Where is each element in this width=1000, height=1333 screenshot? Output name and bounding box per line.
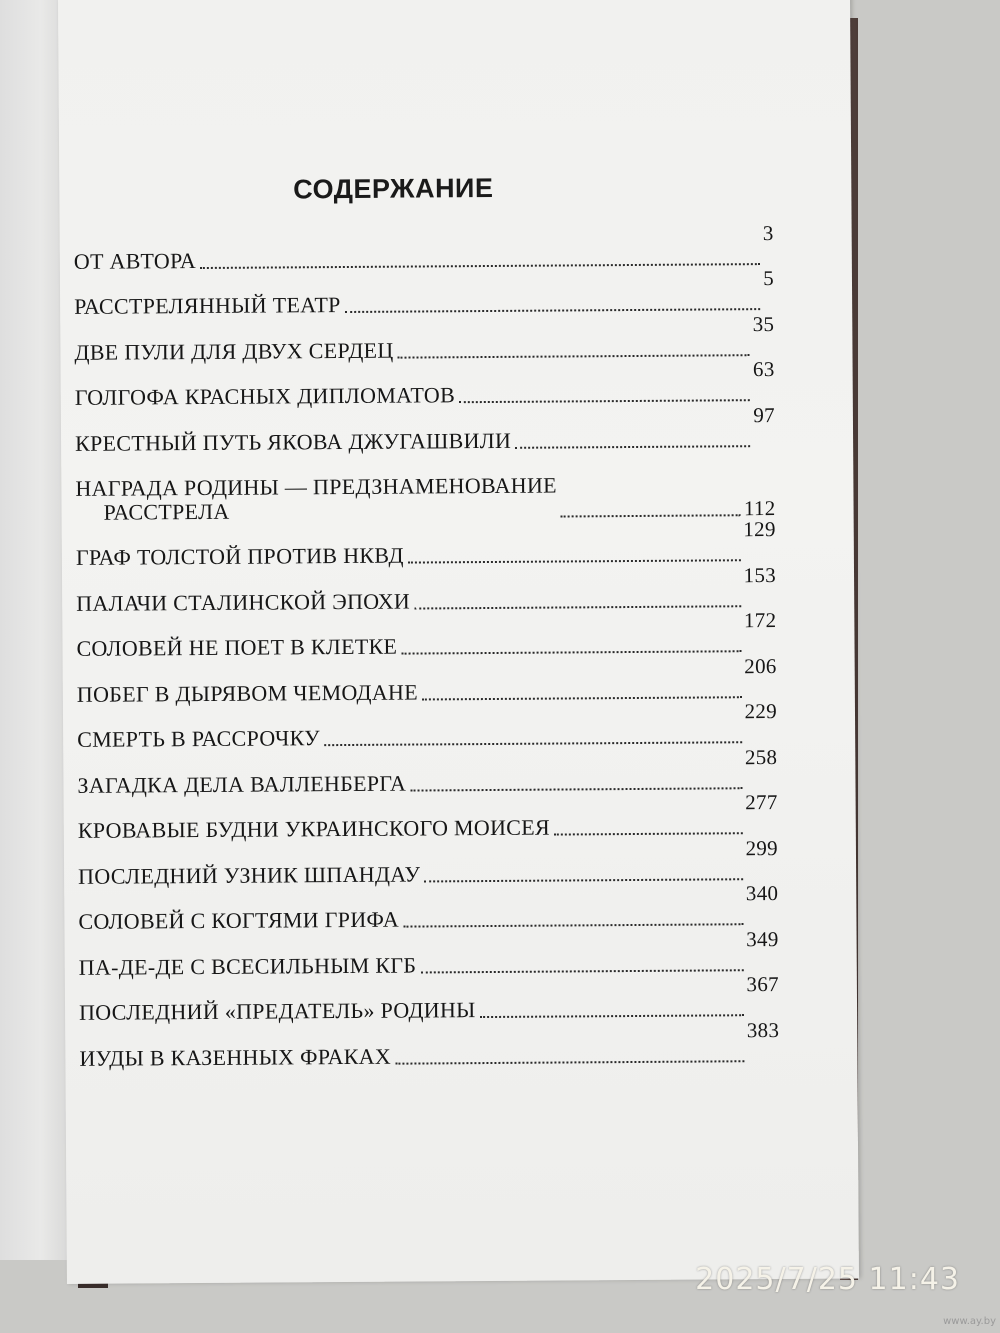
toc-entry-title: ОТ АВТОРА xyxy=(73,247,197,274)
toc-entry-title: ГРАФ ТОЛСТОЙ ПРОТИВ НКВД xyxy=(75,542,404,570)
toc-entry xyxy=(74,266,775,319)
toc-entry xyxy=(75,402,775,456)
dot-leader xyxy=(515,444,750,449)
toc-entry xyxy=(74,357,775,410)
toc-entry-page: 383 xyxy=(746,1017,780,1042)
toc-entry xyxy=(74,311,775,365)
dot-leader xyxy=(410,786,742,791)
toc-entry xyxy=(75,517,776,570)
toc-entry-title: СОЛОВЕЙ С КОГТЯМИ ГРИФА xyxy=(78,906,400,934)
toc-entry xyxy=(75,451,775,525)
dot-leader xyxy=(420,968,743,973)
toc-entry-page: 299 xyxy=(745,835,779,860)
dot-leader xyxy=(480,1013,744,1018)
page-title: СОДЕРЖАНИЕ xyxy=(293,172,494,205)
dot-leader xyxy=(398,353,750,358)
toc-entry-page: 206 xyxy=(744,653,777,678)
toc-entry-page: 97 xyxy=(753,402,775,427)
toc-entry-title-line2: РАССТРЕЛА xyxy=(103,498,230,525)
dot-leader xyxy=(345,307,761,313)
toc-entry-page: 258 xyxy=(744,744,778,769)
photo-timestamp: 2025/7/25 11:43 xyxy=(695,1262,960,1297)
toc-entry-title: СМЕРТЬ В РАССРОЧКУ xyxy=(77,725,321,752)
table-of-contents xyxy=(73,220,780,1071)
toc-entry-page: 35 xyxy=(752,311,775,336)
dot-leader xyxy=(422,695,742,700)
toc-entry-title: ГОЛГОФА КРАСНЫХ ДИПЛОМАТОВ xyxy=(74,382,456,410)
toc-entry xyxy=(78,971,779,1025)
toc-entry xyxy=(76,653,777,707)
toc-entry xyxy=(76,608,777,661)
dot-leader xyxy=(414,604,741,609)
toc-entry-title: ПОСЛЕДНИЙ УЗНИК ШПАНДАУ xyxy=(78,860,421,889)
dot-leader xyxy=(200,262,760,269)
toc-entry-page: 229 xyxy=(744,698,778,724)
toc-entry-title: ПОСЛЕДНИЙ «ПРЕДАТЕЛЬ» РОДИНЫ xyxy=(78,997,476,1025)
toc-entry-page: 129 xyxy=(743,517,776,542)
dot-leader xyxy=(324,740,742,746)
toc-entry-title: ИУДЫ В КАЗЕННЫХ ФРАКАХ xyxy=(79,1043,392,1071)
toc-entry-title: ПА-ДЕ-ДЕ С ВСЕСИЛЬНЫМ КГБ xyxy=(78,952,417,980)
toc-entry-title: ДВЕ ПУЛИ ДЛЯ ДВУХ СЕРДЕЦ xyxy=(74,337,394,365)
book-page xyxy=(58,0,859,1284)
toc-entry xyxy=(77,744,778,798)
toc-entry-title: СОЛОВЕЙ НЕ ПОЕТ В КЛЕТКЕ xyxy=(76,633,398,661)
toc-entry xyxy=(78,926,779,980)
toc-entry-title-line1: НАГРАДА РОДИНЫ — ПРЕДЗНАМЕНОВАНИЕ xyxy=(75,472,557,501)
toc-entry-page: 63 xyxy=(752,357,775,382)
toc-entry xyxy=(77,789,778,843)
toc-entry-title xyxy=(75,473,557,524)
toc-entry-page: 277 xyxy=(745,789,778,815)
toc-entry-page: 349 xyxy=(746,926,779,951)
toc-entry xyxy=(79,1017,780,1071)
toc-entry-page: 153 xyxy=(743,562,777,587)
toc-entry-page: 172 xyxy=(743,608,777,633)
dot-leader xyxy=(408,558,741,563)
toc-entry-page: 367 xyxy=(746,971,779,997)
toc-entry-title: ПАЛАЧИ СТАЛИНСКОЙ ЭПОХИ xyxy=(76,588,411,616)
dot-leader xyxy=(401,649,741,654)
toc-entry-page: 5 xyxy=(763,266,775,291)
toc-entry-title: КРЕСТНЫЙ ПУТЬ ЯКОВА ДЖУГАШВИЛИ xyxy=(75,427,512,456)
toc-entry-title: ЗАГАДКА ДЕЛА ВАЛЛЕНБЕРГА xyxy=(77,770,407,798)
toc-entry-title: РАССТРЕЛЯННЫЙ ТЕАТР xyxy=(74,292,341,319)
site-watermark: www.ay.by xyxy=(943,1316,996,1327)
toc-entry-page: 340 xyxy=(745,880,779,906)
toc-entry xyxy=(77,698,778,752)
toc-entry-title: КРОВАВЫЕ БУДНИ УКРАИНСКОГО МОИСЕЯ xyxy=(77,814,551,843)
toc-entry-page: 112 xyxy=(743,495,776,520)
dot-leader xyxy=(459,398,750,403)
toc-entry xyxy=(76,562,777,616)
toc-entry-title: ПОБЕГ В ДЫРЯВОМ ЧЕМОДАНЕ xyxy=(76,679,419,707)
dot-leader xyxy=(395,1059,744,1064)
dot-leader xyxy=(561,513,741,517)
dot-leader xyxy=(424,877,742,882)
dot-leader xyxy=(403,922,743,927)
toc-entry xyxy=(78,835,779,889)
toc-entry xyxy=(73,220,774,274)
dot-leader xyxy=(554,831,742,835)
toc-entry-page: 3 xyxy=(762,220,774,245)
toc-entry xyxy=(78,880,779,934)
